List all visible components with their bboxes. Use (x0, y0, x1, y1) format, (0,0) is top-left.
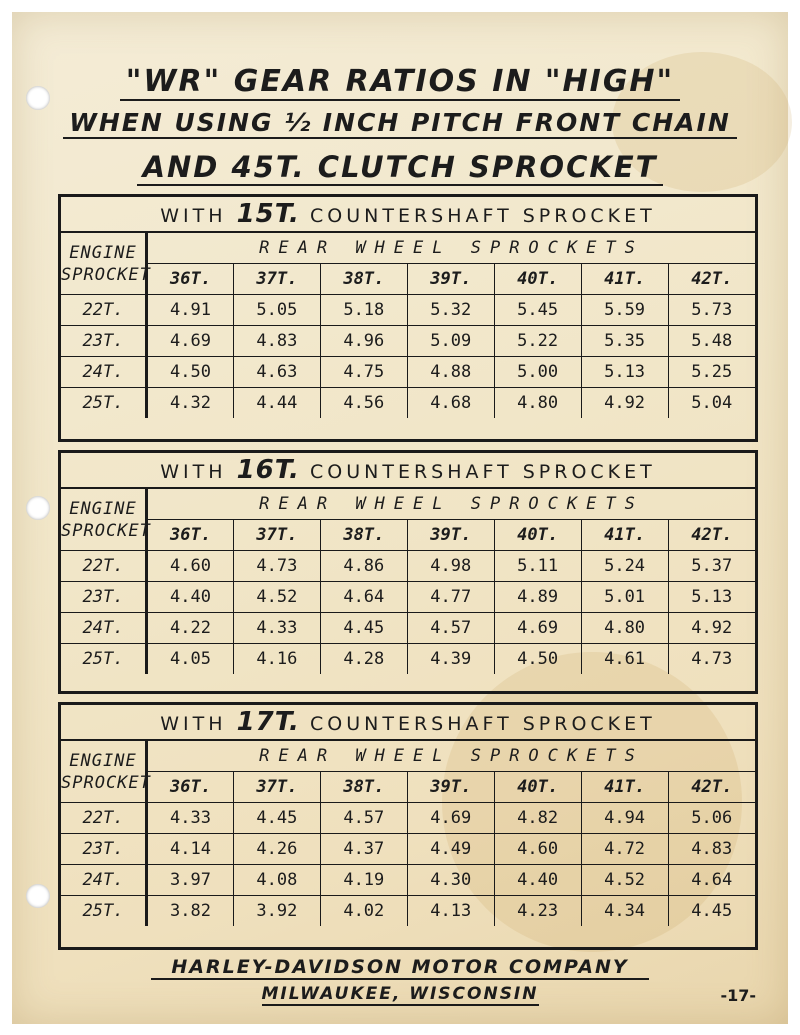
gear-ratio-cell: 4.19 (320, 865, 407, 896)
table-row (61, 896, 755, 927)
countershaft-size: 17T. (236, 707, 300, 737)
gear-ratio-cell: 4.52 (581, 865, 668, 896)
gear-ratio-cell: 4.33 (147, 803, 234, 834)
gear-ratio-cell: 4.83 (668, 834, 755, 865)
table-title (61, 705, 755, 741)
gear-ratio-cell: 4.02 (320, 896, 407, 927)
gear-ratio-cell: 4.77 (407, 582, 494, 613)
gear-ratio-cell: 4.40 (494, 865, 581, 896)
rear-sprocket-header: 41T. (581, 264, 668, 295)
engine-sprocket-value: 22T. (61, 551, 147, 582)
rear-sprocket-header: 39T. (407, 772, 494, 803)
engine-label-line: SPROCKET (61, 772, 151, 793)
gear-ratio-cell: 4.73 (233, 551, 320, 582)
gear-ratio-cell: 4.61 (581, 644, 668, 675)
gear-ratio-cell: 3.97 (147, 865, 234, 896)
footer-company: HARLEY-DAVIDSON MOTOR COMPANY (12, 956, 788, 978)
gear-ratio-cell: 5.35 (581, 326, 668, 357)
gear-ratio-cell: 4.64 (668, 865, 755, 896)
gear-ratio-cell: 4.23 (494, 896, 581, 927)
gear-ratio-cell: 5.59 (581, 295, 668, 326)
rear-sprocket-header: 39T. (407, 264, 494, 295)
engine-sprocket-value: 23T. (61, 582, 147, 613)
gear-ratio-cell: 4.60 (494, 834, 581, 865)
page-number: -17- (720, 986, 756, 1005)
gear-ratio-cell: 4.91 (147, 295, 234, 326)
title-line-3: AND 45T. CLUTCH SPROCKET (12, 150, 788, 184)
gear-ratio-cell: 4.75 (320, 357, 407, 388)
engine-sprocket-value: 23T. (61, 834, 147, 865)
engine-label-line: SPROCKET (61, 264, 151, 285)
rear-sprocket-header: 36T. (147, 264, 234, 295)
gear-ratio-cell: 5.45 (494, 295, 581, 326)
gear-ratio-cell: 4.30 (407, 865, 494, 896)
table-row (61, 865, 755, 896)
gear-ratio-cell: 3.92 (233, 896, 320, 927)
gear-ratio-cell: 5.18 (320, 295, 407, 326)
gear-ratio-cell: 4.69 (407, 803, 494, 834)
gear-ratio-table (58, 702, 758, 950)
engine-sprocket-value: 25T. (61, 644, 147, 675)
engine-label-line: ENGINE (69, 750, 137, 771)
gear-ratio-cell: 4.92 (668, 613, 755, 644)
gear-ratio-cell: 4.13 (407, 896, 494, 927)
gear-ratio-cell: 4.57 (407, 613, 494, 644)
gear-ratio-cell: 3.82 (147, 896, 234, 927)
gear-ratio-cell: 4.83 (233, 326, 320, 357)
gear-ratio-cell: 4.57 (320, 803, 407, 834)
engine-sprocket-value: 22T. (61, 295, 147, 326)
rear-sprocket-header: 42T. (668, 264, 755, 295)
table-row (61, 295, 755, 326)
engine-sprocket-value: 25T. (61, 388, 147, 419)
table-row (61, 834, 755, 865)
ratio-grid (61, 489, 755, 674)
rear-sprocket-header: 41T. (581, 520, 668, 551)
gear-ratio-cell: 4.86 (320, 551, 407, 582)
binder-hole (26, 496, 50, 520)
rear-sprocket-header: 40T. (494, 264, 581, 295)
gear-ratio-cell: 5.04 (668, 388, 755, 419)
gear-ratio-cell: 4.60 (147, 551, 234, 582)
gear-ratio-cell: 5.11 (494, 551, 581, 582)
table-row (61, 388, 755, 419)
gear-ratio-cell: 4.26 (233, 834, 320, 865)
table-title-prefix: WITH (160, 461, 227, 483)
gear-ratio-table (58, 194, 758, 442)
gear-ratio-cell: 4.40 (147, 582, 234, 613)
gear-ratio-cell: 4.49 (407, 834, 494, 865)
table-title-suffix: COUNTERSHAFT SPROCKET (310, 205, 656, 227)
rear-wheel-sprockets-label: REAR WHEEL SPROCKETS (147, 233, 756, 264)
table-row (61, 551, 755, 582)
rear-sprocket-header: 38T. (320, 520, 407, 551)
engine-sprocket-value: 24T. (61, 613, 147, 644)
gear-ratio-cell: 5.24 (581, 551, 668, 582)
rear-wheel-sprockets-label: REAR WHEEL SPROCKETS (147, 741, 756, 772)
engine-sprocket-label (61, 233, 151, 295)
engine-sprocket-label (61, 489, 151, 551)
gear-ratio-cell: 4.39 (407, 644, 494, 675)
table-row (61, 582, 755, 613)
rear-sprocket-header: 42T. (668, 772, 755, 803)
table-title-prefix: WITH (160, 713, 227, 735)
gear-ratio-cell: 4.32 (147, 388, 234, 419)
ratio-grid (61, 741, 755, 926)
gear-ratio-cell: 4.45 (233, 803, 320, 834)
gear-ratio-cell: 4.89 (494, 582, 581, 613)
gear-ratio-cell: 5.00 (494, 357, 581, 388)
gear-ratio-cell: 4.63 (233, 357, 320, 388)
rear-sprocket-header: 37T. (233, 520, 320, 551)
gear-ratio-cell: 4.08 (233, 865, 320, 896)
gear-ratio-cell: 4.72 (581, 834, 668, 865)
gear-ratio-cell: 4.82 (494, 803, 581, 834)
rear-sprocket-header: 38T. (320, 264, 407, 295)
table-title (61, 453, 755, 489)
gear-ratio-cell: 5.13 (668, 582, 755, 613)
gear-ratio-cell: 4.50 (147, 357, 234, 388)
rear-sprocket-header: 37T. (233, 772, 320, 803)
gear-ratio-cell: 4.37 (320, 834, 407, 865)
gear-ratio-cell: 4.33 (233, 613, 320, 644)
engine-sprocket-value: 23T. (61, 326, 147, 357)
binder-hole (26, 884, 50, 908)
rear-wheel-sprockets-label: REAR WHEEL SPROCKETS (147, 489, 756, 520)
table-row (61, 357, 755, 388)
gear-ratio-table (58, 450, 758, 694)
gear-ratio-cell: 5.01 (581, 582, 668, 613)
gear-ratio-cell: 5.73 (668, 295, 755, 326)
gear-ratio-cell: 4.14 (147, 834, 234, 865)
rear-sprocket-header: 40T. (494, 520, 581, 551)
gear-ratio-cell: 4.50 (494, 644, 581, 675)
gear-ratio-cell: 5.25 (668, 357, 755, 388)
table-title-prefix: WITH (160, 205, 227, 227)
gear-ratio-cell: 5.48 (668, 326, 755, 357)
table-row (61, 613, 755, 644)
gear-ratio-cell: 4.94 (581, 803, 668, 834)
table-title (61, 197, 755, 233)
title-line-2: WHEN USING ½ INCH PITCH FRONT CHAIN (12, 108, 788, 137)
gear-ratio-cell: 4.64 (320, 582, 407, 613)
gear-ratio-cell: 4.22 (147, 613, 234, 644)
gear-ratio-cell: 4.68 (407, 388, 494, 419)
footer-location: MILWAUKEE, WISCONSIN (261, 984, 539, 1004)
title-line-1: "WR" GEAR RATIOS IN "HIGH" (12, 64, 788, 99)
gear-ratio-cell: 4.80 (581, 613, 668, 644)
gear-ratio-cell: 5.32 (407, 295, 494, 326)
ratio-grid (61, 233, 755, 418)
engine-sprocket-label (61, 741, 151, 803)
table-row (61, 803, 755, 834)
document-page (12, 12, 788, 1024)
gear-ratio-cell: 5.37 (668, 551, 755, 582)
gear-ratio-cell: 4.88 (407, 357, 494, 388)
gear-ratio-cell: 4.45 (320, 613, 407, 644)
gear-ratio-cell: 4.98 (407, 551, 494, 582)
rear-sprocket-header: 42T. (668, 520, 755, 551)
gear-ratio-cell: 5.09 (407, 326, 494, 357)
rear-sprocket-header: 40T. (494, 772, 581, 803)
gear-ratio-cell: 4.28 (320, 644, 407, 675)
engine-label-line: SPROCKET (61, 520, 151, 541)
gear-ratio-cell: 4.45 (668, 896, 755, 927)
gear-ratio-cell: 4.69 (494, 613, 581, 644)
table-row (61, 326, 755, 357)
engine-sprocket-value: 24T. (61, 865, 147, 896)
engine-label-line: ENGINE (69, 498, 137, 519)
rear-sprocket-header: 41T. (581, 772, 668, 803)
rear-sprocket-header: 36T. (147, 520, 234, 551)
rear-sprocket-header: 39T. (407, 520, 494, 551)
gear-ratio-cell: 4.92 (581, 388, 668, 419)
gear-ratio-cell: 4.44 (233, 388, 320, 419)
engine-sprocket-value: 24T. (61, 357, 147, 388)
gear-ratio-cell: 4.96 (320, 326, 407, 357)
rear-sprocket-header: 36T. (147, 772, 234, 803)
table-title-suffix: COUNTERSHAFT SPROCKET (310, 461, 656, 483)
gear-ratio-cell: 4.16 (233, 644, 320, 675)
gear-ratio-cell: 4.80 (494, 388, 581, 419)
gear-ratio-cell: 4.56 (320, 388, 407, 419)
rear-sprocket-header: 37T. (233, 264, 320, 295)
gear-ratio-cell: 4.73 (668, 644, 755, 675)
table-row (61, 644, 755, 675)
countershaft-size: 15T. (236, 199, 300, 229)
gear-ratio-cell: 5.13 (581, 357, 668, 388)
rear-sprocket-header: 38T. (320, 772, 407, 803)
engine-sprocket-value: 22T. (61, 803, 147, 834)
table-title-suffix: COUNTERSHAFT SPROCKET (310, 713, 656, 735)
gear-ratio-cell: 4.69 (147, 326, 234, 357)
gear-ratio-cell: 5.22 (494, 326, 581, 357)
engine-label-line: ENGINE (69, 242, 137, 263)
gear-ratio-cell: 5.06 (668, 803, 755, 834)
engine-sprocket-value: 25T. (61, 896, 147, 927)
gear-ratio-cell: 4.05 (147, 644, 234, 675)
gear-ratio-cell: 5.05 (233, 295, 320, 326)
countershaft-size: 16T. (236, 455, 300, 485)
gear-ratio-cell: 4.34 (581, 896, 668, 927)
gear-ratio-cell: 4.52 (233, 582, 320, 613)
